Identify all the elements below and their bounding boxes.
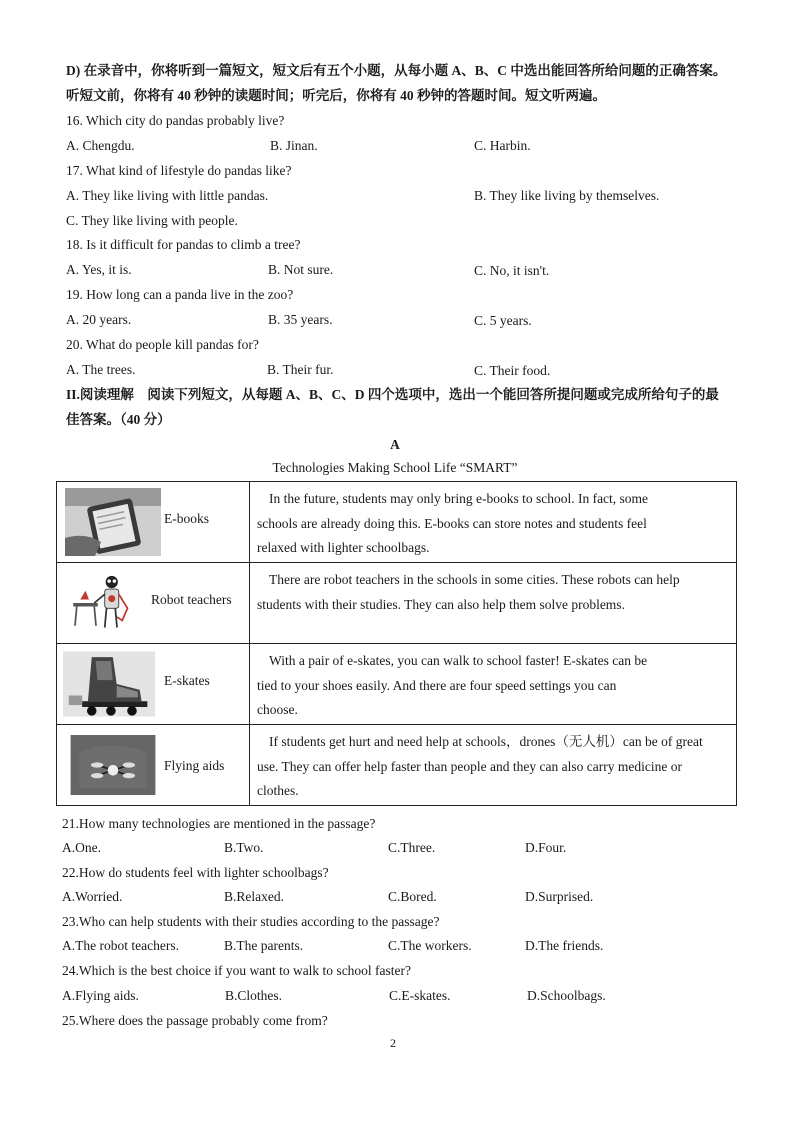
description-line: With a pair of e-skates, you can walk to school faster! E-skates can be	[269, 653, 648, 668]
description-line: choose.	[257, 702, 298, 717]
description-line: relaxed with lighter schoolbags.	[257, 540, 430, 555]
description-line: schools are already doing this. E-books can store notes and students feel	[257, 515, 647, 531]
option-16-a[interactable]: A. Chengdu.	[66, 138, 135, 153]
option-20-b[interactable]: B. Their fur.	[267, 362, 334, 377]
option-22-a[interactable]: A.Worried.	[62, 889, 123, 904]
tech-label-robot-teachers: Robot teachers	[151, 592, 232, 607]
question-16: 16. Which city do pandas probably live?	[66, 113, 285, 128]
skate-icon	[63, 650, 155, 718]
section-ii-instruction: II.阅读理解 阅读下列短文，从每题 A、B、C、D 四个选项中，选出一个能回答所提问题或完成所给句子的最	[66, 387, 719, 402]
tech-image-cell	[57, 725, 250, 806]
option-21-a[interactable]: A.One.	[62, 840, 101, 855]
option-21-b[interactable]: B.Two.	[224, 840, 264, 855]
question-20: 20. What do people kill pandas for?	[66, 337, 259, 352]
option-24-b[interactable]: B.Clothes.	[225, 988, 283, 1003]
description-line: students with their studies. They can also help them solve problems.	[257, 596, 625, 612]
option-19-c[interactable]: C. 5 years.	[474, 313, 532, 328]
tech-image-cell	[57, 644, 250, 725]
option-17-b[interactable]: B. They like living by themselves.	[474, 188, 660, 203]
tech-label-ebooks: E-books	[164, 511, 209, 526]
option-20-a[interactable]: A. The trees.	[66, 362, 136, 377]
table-row	[57, 644, 737, 725]
table-row	[57, 482, 737, 563]
option-24-d[interactable]: D.Schoolbags.	[527, 988, 606, 1003]
tech-description	[250, 482, 737, 563]
option-17-a[interactable]: A. They like living with little pandas.	[66, 188, 269, 203]
option-23-a[interactable]: A.The robot teachers.	[62, 938, 179, 953]
tech-image-cell	[57, 563, 250, 644]
tablet-icon	[65, 488, 161, 556]
tech-description	[250, 644, 737, 725]
option-16-b[interactable]: B. Jinan.	[270, 138, 318, 153]
option-23-c[interactable]: C.The workers.	[388, 938, 472, 953]
tech-label-flying-aids: Flying aids	[164, 758, 225, 773]
option-24-c[interactable]: C.E-skates.	[389, 988, 451, 1003]
option-19-a[interactable]: A. 20 years.	[66, 312, 132, 327]
description-line: use. They can offer help faster than people and they can also carry medicine or	[257, 758, 682, 774]
section-ii-instruction-cont: 佳答案。（40 分）	[66, 412, 171, 427]
option-23-d[interactable]: D.The friends.	[525, 938, 604, 953]
option-19-b[interactable]: B. 35 years.	[268, 312, 333, 327]
option-21-d[interactable]: D.Four.	[525, 840, 567, 855]
description-line: If students get hurt and need help at schools，drones（无人机）can be of great	[269, 734, 703, 749]
option-21-c[interactable]: C.Three.	[388, 840, 436, 855]
option-22-d[interactable]: D.Surprised.	[525, 889, 594, 904]
robot-icon	[61, 569, 145, 637]
option-17-c[interactable]: C. They like living with people.	[66, 213, 238, 228]
option-18-c[interactable]: C. No, it isn't.	[474, 263, 550, 278]
option-22-b[interactable]: B.Relaxed.	[224, 889, 284, 904]
option-23-b[interactable]: B.The parents.	[224, 938, 304, 953]
passage-letter: A	[390, 437, 400, 452]
description-line: There are robot teachers in the schools in some cities. These robots can help	[269, 572, 680, 587]
option-22-c[interactable]: C.Bored.	[388, 889, 437, 904]
question-18: 18. Is it difficult for pandas to climb a tree?	[66, 237, 301, 252]
tech-image-cell	[57, 482, 250, 563]
tech-label-eskates: E-skates	[164, 673, 210, 688]
drone-icon	[65, 735, 161, 795]
description-line: tied to your shoes easily. And there are four speed settings you can	[257, 677, 617, 693]
option-18-b[interactable]: B. Not sure.	[268, 262, 334, 277]
table-row	[57, 563, 737, 644]
question-17: 17. What kind of lifestyle do pandas like?	[66, 163, 292, 178]
question-21: 21.How many technologies are mentioned in the passage?	[62, 816, 376, 831]
section-d-instruction: D) 在录音中，你将听到一篇短文，短文后有五个小题，从每小题 A、B、C 中选出能回答所给问题的正确答案。	[66, 63, 727, 78]
page-number: 2	[390, 1036, 396, 1050]
question-25: 25.Where does the passage probably come from?	[62, 1013, 328, 1028]
option-20-c[interactable]: C. Their food.	[474, 363, 551, 378]
description-line: In the future, students may only bring e-books to school. In fact, some	[269, 491, 649, 506]
tech-description	[250, 563, 737, 644]
option-16-c[interactable]: C. Harbin.	[474, 138, 531, 153]
description-line: clothes.	[257, 783, 299, 798]
question-23: 23.Who can help students with their studies according to the passage?	[62, 914, 440, 929]
question-24: 24.Which is the best choice if you want to walk to school faster?	[62, 963, 412, 978]
passage-title: Technologies Making School Life “SMART”	[272, 460, 518, 475]
option-18-a[interactable]: A. Yes, it is.	[66, 262, 132, 277]
question-19: 19. How long can a panda live in the zoo?	[66, 287, 294, 302]
option-24-a[interactable]: A.Flying aids.	[62, 988, 139, 1003]
tech-description	[250, 725, 737, 806]
question-22: 22.How do students feel with lighter schoolbags?	[62, 865, 329, 880]
table-row	[57, 725, 737, 806]
technology-table	[56, 481, 737, 806]
section-d-instruction-cont: 听短文前，你将有 40 秒钟的读题时间；听完后，你将有 40 秒钟的答题时间。短文听两遍。	[66, 88, 606, 103]
